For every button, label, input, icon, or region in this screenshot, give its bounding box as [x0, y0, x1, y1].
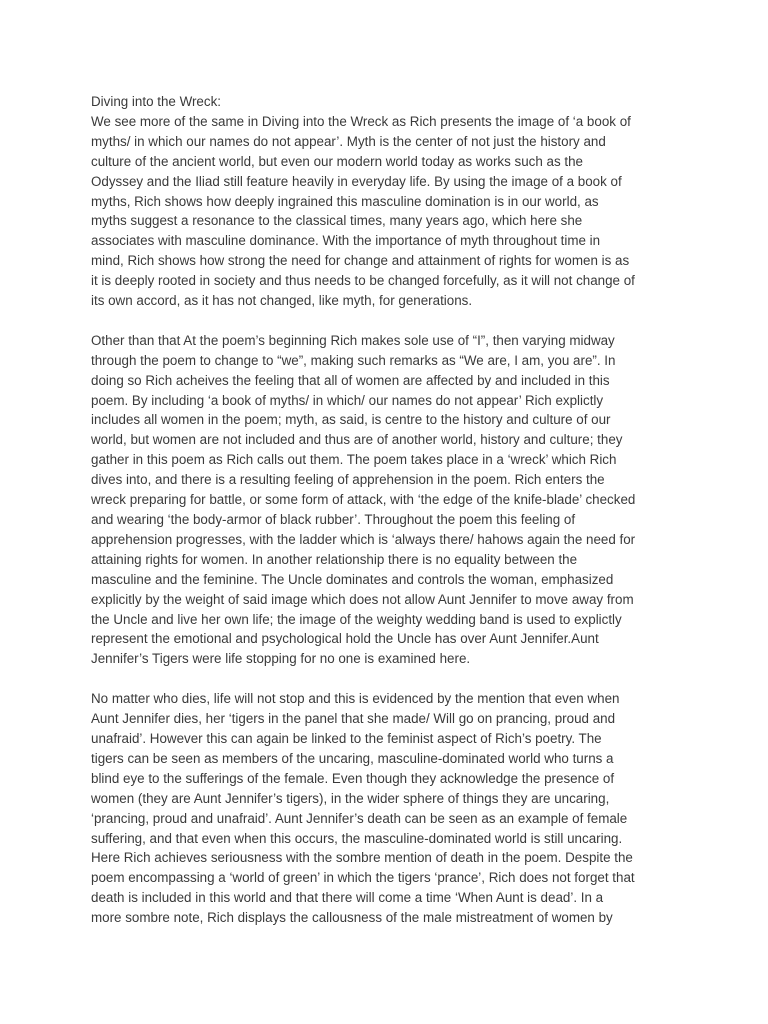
document-body — [91, 92, 681, 928]
paragraph-3: No matter who dies, life will not stop and this is evidenced by the mention that even when Aunt Jennifer dies, her ‘tigers in the panel that she made/ Will go on prancing, proud and unafraid’. However this can again be linked to the feminist aspect of Rich’s poetry. The tigers can be seen as members of the uncaring, masculine-dominated world who turns a blind eye to the sufferings of the female. Even though they acknowledge the presence of women (they are Aunt Jennifer’s tigers), in the wider sphere of things they are uncaring, ‘prancing, proud and unafraid’. Aunt Jennifer’s death can be seen as an example of female suffering, and that even when this occurs, the masculine-dominated world is still uncaring. Here Rich achieves seriousness with the sombre mention of death in the poem. Despite the poem encompassing a ‘world of green’ in which the tigers ‘prance’, Rich does not forget that death is included in this world and that there will come a time ‘When Aunt is dead’. In a more sombre note, Rich displays the callousness of the male mistreatment of women by — [91, 691, 635, 926]
paragraph-1: We see more of the same in Diving into the Wreck as Rich presents the image of ‘a book of myths/ in which our names do not appear’. Myth is the center of not just the history and culture of the ancient world, but even our modern world today as works such as the Odyssey and the Iliad still feature heavily in everyday life. By using the image of a book of myths, Rich shows how deeply ingrained this masculine domination is in our world, as myths suggest a resonance to the classical times, many years ago, which here she associates with masculine dominance. With the importance of myth throughout time in mind, Rich shows how strong the need for change and attainment of rights for women is as it is deeply rooted in society and thus needs to be changed forcefully, as it will not change of its own accord, as it has not changed, like myth, for generations. — [91, 113, 635, 309]
paragraph-2: Other than that At the poem’s beginning Rich makes sole use of “I”, then varying midway through the poem to change to “we”, making such remarks as “We are, I am, you are”. In doing so Rich acheives the feeling that all of women are affected by and included in this poem. By including ‘a book of myths/ in which/ our names do not appear’ Rich explictly includes all women in the poem; myth, as said, is centre to the history and culture of our world, but women are not included and thus are of another world, history and culture; they gather in this poem as Rich calls out them. The poem takes place in a ‘wreck’ which Rich dives into, and there is a resulting feeling of apprehension in the poem. Rich enters the wreck preparing for battle, or some form of attack, with ‘the edge of the knife-blade’ checked and wearing ‘the body-armor of black rubber’. Throughout the poem this feeling of apprehension progresses, with the ladder which is ‘always there/ hahows again the need for attaining rights for women. In another relationship there is no equality between the masculine and the feminine. The Uncle dominates and controls the woman, emphasized explicitly by the weight of said image which does not allow Aunt Jennifer to move away from the Uncle and live her own life; the image of the weighty wedding band is used to explictly represent the emotional and psychological hold the Uncle has over Aunt Jennifer.Aunt Jennifer’s Tigers were life stopping for no one is examined here. — [91, 332, 636, 667]
section-heading: Diving into the Wreck: — [91, 94, 221, 109]
